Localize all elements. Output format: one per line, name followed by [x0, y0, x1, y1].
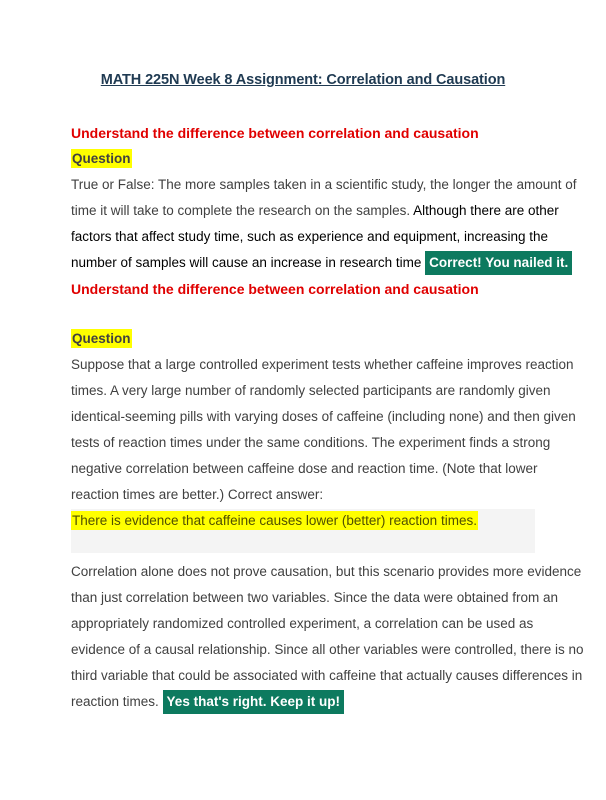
explanation-line: evidence of a causal relationship. Since all other variables were controlled, there is no [71, 642, 584, 657]
question-text-line: times. A very large number of randomly selected participants are randomly given [71, 383, 551, 398]
question-text-line: Suppose that a large controlled experiment tests whether caffeine improves reaction [71, 357, 574, 372]
section-heading-repeat: Understand the difference between correlation and causation [71, 281, 479, 297]
explanation-line: than just correlation between two variables. Since the data were obtained from an [71, 590, 559, 605]
explanation-line: Correlation alone does not prove causation, but this scenario provides more evidence [71, 564, 582, 579]
feedback-badge: Yes that's right. Keep it up! [163, 690, 344, 714]
question-label: Question [72, 331, 131, 346]
answer-text: Although there are other [413, 203, 559, 218]
question-label: Question [72, 151, 131, 166]
answer-text-line: factors that affect study time, such as experience and equipment, increasing the [71, 229, 549, 244]
correct-answer-text: There is evidence that caffeine causes lower (better) reaction times. [72, 513, 477, 528]
question-text-line: reaction times are better.) Correct answer: [71, 487, 324, 502]
question-text-line: tests of reaction times under the same conditions. The experiment finds a strong [71, 435, 551, 450]
answer-text-line: number of samples will cause an increase in research time [71, 255, 426, 270]
explanation [71, 559, 584, 715]
question-text-line: time it will take to complete the research on the samples. [71, 203, 414, 218]
document-title: MATH 225N Week 8 Assignment: Correlation and Causation [100, 72, 506, 88]
section-1 [71, 120, 577, 302]
feedback-badge: Correct! You nailed it. [425, 251, 572, 275]
explanation-line: appropriately randomized controlled experiment, a correlation can be used as [71, 616, 534, 631]
section-2 [71, 326, 576, 508]
question-text-line: negative correlation between caffeine dose and reaction time. (Note that lower [71, 461, 538, 476]
section-heading: Understand the difference between correlation and causation [71, 125, 479, 141]
explanation-line: third variable that could be associated with caffeine that actually causes differences in [71, 668, 583, 683]
question-text-line: identical-seeming pills with varying doses of caffeine (including none) and then given [71, 409, 576, 424]
explanation-line: reaction times. [71, 694, 163, 709]
question-text-line: True or False: The more samples taken in a scientific study, the longer the amount of [71, 177, 577, 192]
